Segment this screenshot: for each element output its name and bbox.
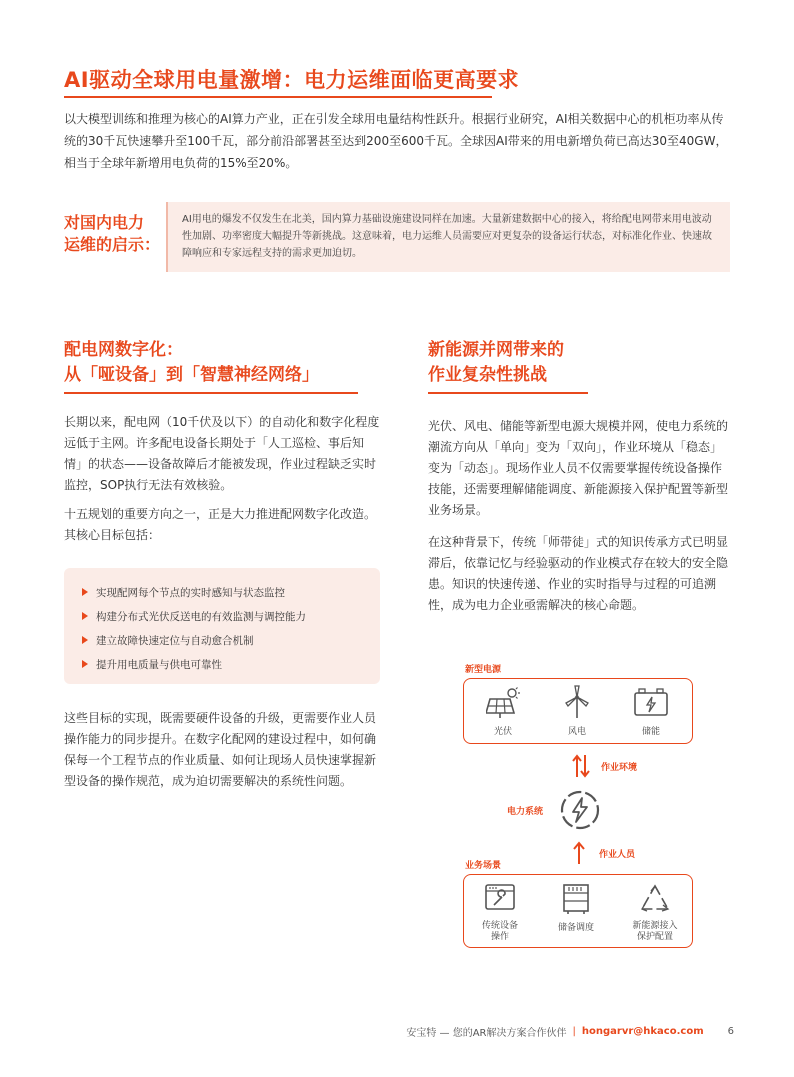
up-arrow-icon	[571, 840, 587, 866]
diagram-item-protection	[622, 883, 688, 943]
diagram-item-storage	[626, 687, 676, 738]
goal-item	[82, 580, 380, 604]
new-energy-box	[463, 678, 693, 744]
center-label: 电力系统	[507, 807, 544, 817]
left-title-line1: 配电网数字化：	[64, 340, 183, 360]
goal-text: 构建分布式光伏反送电的有效监测与调控能力	[96, 610, 306, 623]
footer-separator: |	[572, 1026, 576, 1037]
arrow-label-environment: 作业环境	[601, 763, 638, 773]
right-section-title	[428, 338, 564, 388]
footer-email-link[interactable]: hongarvr@hkaco.com	[581, 1026, 704, 1037]
tool-window-icon	[484, 883, 516, 913]
goal-text: 建立故障快速定位与自动愈合机制	[96, 634, 254, 647]
diagram-bottom-label: 业务场景	[465, 861, 502, 871]
power-system-icon	[558, 788, 602, 832]
callout-text: AI用电的爆发不仅发生在北美，国内算力基础设施建设同样在加速。大量新建数据中心的接入，将给配电网带来用电波动性加剧、功率密度大幅提升等新挑战。这意味着，电力运维人员需要应对更复杂的设备运行状态，对标准化作业、快速故障响应和专家远程支持的需求更加迫切。	[182, 214, 712, 259]
diagram-top-label: 新型电源	[465, 665, 502, 675]
diagram-item-dispatch	[548, 883, 604, 934]
bidirectional-arrow-icon	[570, 753, 592, 779]
label-line: 传统设备	[481, 921, 518, 931]
arrow-label-personnel: 作业人员	[599, 850, 636, 860]
business-scenario-box	[463, 874, 693, 948]
callout-label-line1: 对国内电力	[64, 213, 145, 232]
right-para-1: 光伏、风电、储能等新型电源大规模并网，使电力系统的潮流方向从「单向」变为「双向」，作业环境从「稳态」变为「动态」。现场作业人员不仅需要掌握传统设备操作技能，还需要理解储能调度、新能源接入保护配置等新型业务场景。	[428, 419, 729, 517]
triangle-bullet-icon	[82, 612, 88, 620]
diagram-item-label	[622, 921, 688, 943]
right-title-line1: 新能源并网带来的	[428, 340, 564, 360]
goals-box	[64, 568, 380, 684]
page-title: AI驱动全球用电量激增：电力运维面临更高要求	[64, 68, 520, 92]
diagram-item-label	[548, 923, 604, 934]
diagram-item-solar	[478, 687, 528, 738]
diagram-item-label: 储能	[641, 727, 660, 737]
battery-icon	[633, 687, 669, 719]
diagram-item-label: 光伏	[493, 727, 512, 737]
wind-turbine-icon	[560, 685, 594, 719]
triangle-bullet-icon	[82, 660, 88, 668]
left-section-rule	[64, 392, 358, 394]
diagram-item-traditional	[472, 883, 528, 943]
callout-box	[166, 202, 730, 272]
triangle-bullet-icon	[82, 636, 88, 644]
goal-item	[82, 628, 380, 652]
left-section-title	[64, 338, 319, 388]
goal-item	[82, 604, 380, 628]
solar-panel-icon	[486, 687, 520, 719]
left-para-2: 十五规划的重要方向之一，正是大力推进配网数字化改造。其核心目标包括：	[64, 507, 377, 542]
right-title-line2: 作业复杂性挑战	[428, 365, 547, 385]
left-para-1: 长期以来，配电网（10千伏及以下）的自动化和数字化程度远低于主网。许多配电设备长期处于「人工巡检、事后知情」的状态——设备故障后才能被发现，作业过程缺乏实时监控，SOP执行无法有效核验。	[64, 415, 380, 492]
recycle-triangle-icon	[639, 883, 671, 913]
diagram-item-wind	[552, 685, 602, 738]
label-line: 新能源接入	[632, 921, 678, 931]
diagram-item-label	[472, 921, 528, 943]
left-title-line2: 从「哑设备」到「智慧神经网络」	[64, 365, 319, 385]
label-line: 储备调度	[557, 923, 594, 933]
goal-text: 提升用电质量与供电可靠性	[96, 658, 222, 671]
goal-text: 实现配网每个节点的实时感知与状态监控	[96, 586, 285, 599]
callout-label-line2: 运维的启示：	[64, 235, 161, 254]
footer-brand: 安宝特 — 您的AR解决方案合作伙伴	[406, 1028, 567, 1039]
triangle-bullet-icon	[82, 588, 88, 596]
page-footer	[406, 1024, 734, 1039]
title-underline	[64, 96, 492, 98]
storage-cabinet-icon	[560, 883, 592, 915]
goal-item	[82, 652, 380, 676]
intro-paragraph: 以大模型训练和推理为核心的AI算力产业，正在引发全球用电量结构性跃升。根据行业研究，AI相关数据中心的机柜功率从传统的30千瓦快速攀升至100千瓦，部分前沿部署甚至达到200至600千瓦。全球因AI带来的用电新增负荷已高达30至40GW，相当于全球年新增用电负荷的15%至20%。	[64, 112, 728, 170]
page-number: 6	[727, 1026, 734, 1037]
label-line: 操作	[490, 932, 509, 942]
callout-label	[64, 212, 164, 256]
left-para-3: 这些目标的实现，既需要硬件设备的升级，更需要作业人员操作能力的同步提升。在数字化配网的建设过程中，如何确保每一个工程节点的作业质量、如何让现场人员快速掌握新型设备的操作规范，成为迫切需要解决的系统性问题。	[64, 711, 377, 788]
diagram-item-label: 风电	[567, 727, 586, 737]
right-section-rule	[428, 392, 588, 394]
right-para-2: 在这种背景下，传统「师带徒」式的知识传承方式已明显滞后，依靠记忆与经验驱动的作业模式存在较大的安全隐患。知识的快速传递、作业的实时指导与过程的可追溯性，成为电力企业亟需解决的核心命题。	[428, 535, 729, 612]
label-line: 保护配置	[636, 932, 673, 942]
